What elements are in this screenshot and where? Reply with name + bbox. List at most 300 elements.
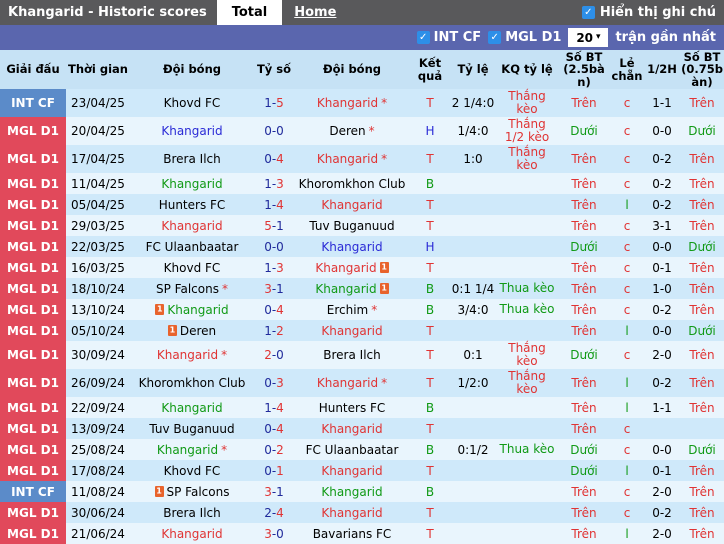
- match-score: [254, 418, 294, 439]
- half-time-score: 0-0: [644, 439, 680, 460]
- table-row: [0, 145, 724, 173]
- match-date: 26/09/24: [66, 369, 130, 397]
- handicap-result: Thắng kèo: [496, 369, 558, 397]
- home-team: [130, 236, 254, 257]
- half-time-score: 0-2: [644, 502, 680, 523]
- handicap-odds: 1/2:0: [450, 369, 496, 397]
- result-letter: T: [410, 460, 450, 481]
- match-date: 30/06/24: [66, 502, 130, 523]
- over-under-0-75: Trên: [680, 215, 724, 236]
- handicap-result: Thua kèo: [496, 278, 558, 299]
- result-letter: T: [410, 418, 450, 439]
- half-time-score: 0-2: [644, 173, 680, 194]
- handicap-odds: [450, 194, 496, 215]
- home-team: [130, 215, 254, 236]
- over-under-0-75: Trên: [680, 397, 724, 418]
- team-name: Brera Ilch: [163, 152, 221, 167]
- table-row: [0, 257, 724, 278]
- league-badge: MGL D1: [0, 117, 66, 145]
- match-date: 23/04/25: [66, 89, 130, 117]
- match-date: 25/08/24: [66, 439, 130, 460]
- away-team: [294, 299, 410, 320]
- match-score: [254, 89, 294, 117]
- result-letter: T: [410, 320, 450, 341]
- handicap-odds: [450, 173, 496, 194]
- team-name: Khangarid: [321, 421, 383, 436]
- score-dash: -: [271, 96, 277, 111]
- team-name: FC Ulaanbaatar: [145, 239, 239, 254]
- team-name: Khangarid: [321, 505, 383, 520]
- result-letter: B: [410, 439, 450, 460]
- half-time-score: 0-2: [644, 299, 680, 320]
- team-name: Hunters FC: [318, 400, 386, 415]
- half-time-score: 0-2: [644, 369, 680, 397]
- match-score: [254, 194, 294, 215]
- asterisk-marker: *: [371, 302, 378, 317]
- odd-even: l: [610, 523, 644, 544]
- handicap-result: Thua kèo: [496, 299, 558, 320]
- over-under-0-75: Dưới: [680, 117, 724, 145]
- result-letter: T: [410, 215, 450, 236]
- result-letter: T: [410, 369, 450, 397]
- result-letter: H: [410, 117, 450, 145]
- away-score: 4: [276, 421, 284, 436]
- mgl-d1-label: MGL D1: [505, 30, 562, 45]
- column-header: Tỷ số: [256, 62, 292, 77]
- mgl-d1-checkbox[interactable]: ✓: [488, 31, 501, 44]
- over-under-0-75: Trên: [680, 460, 724, 481]
- away-team: [294, 481, 410, 502]
- away-score: 0: [276, 526, 284, 541]
- over-under-2-5: Trên: [558, 194, 610, 215]
- away-score: 1: [276, 463, 284, 478]
- away-team: [294, 460, 410, 481]
- over-under-2-5: Trên: [558, 299, 610, 320]
- team-name: Khangarid: [156, 348, 219, 363]
- half-time-score: 0-2: [644, 145, 680, 173]
- score-dash: -: [271, 302, 277, 317]
- away-score: 4: [276, 152, 284, 167]
- filter-bar: [0, 25, 724, 50]
- table-row: [0, 236, 724, 257]
- column-header: Lẻ chẵn: [611, 56, 643, 83]
- over-under-0-75: Dưới: [680, 439, 724, 460]
- score-dash: -: [271, 260, 277, 275]
- home-team: [130, 523, 254, 544]
- team-name: Khangarid: [161, 400, 223, 415]
- away-team: [294, 278, 410, 299]
- league-badge: MGL D1: [0, 173, 66, 194]
- tab-total[interactable]: [217, 0, 283, 25]
- filter-mgl-d1: [488, 30, 561, 45]
- card-icon: [380, 262, 389, 273]
- result-letter: T: [410, 257, 450, 278]
- league-badge: MGL D1: [0, 278, 66, 299]
- odd-even: c: [610, 257, 644, 278]
- score-dash: -: [271, 281, 277, 296]
- away-score: 0: [276, 239, 284, 254]
- score-dash: -: [271, 152, 277, 167]
- away-team: [294, 523, 410, 544]
- home-team: [130, 299, 254, 320]
- away-team: [294, 215, 410, 236]
- odd-even: l: [610, 369, 644, 397]
- score-dash: -: [271, 376, 277, 391]
- over-under-2-5: Dưới: [558, 460, 610, 481]
- column-header: Số BT (2.5bàn): [563, 50, 605, 89]
- team-name: SP Falcons: [156, 281, 219, 296]
- home-score: 0: [264, 302, 272, 317]
- half-time-score: 0-0: [644, 236, 680, 257]
- table-row: [0, 439, 724, 460]
- over-under-2-5: Dưới: [558, 439, 610, 460]
- score-dash: -: [271, 400, 277, 415]
- result-letter: B: [410, 173, 450, 194]
- handicap-odds: [450, 418, 496, 439]
- handicap-result: Thắng kèo: [496, 89, 558, 117]
- over-under-2-5: Trên: [558, 173, 610, 194]
- handicap-result: [496, 460, 558, 481]
- match-score: [254, 299, 294, 320]
- half-time-score: 2-0: [644, 481, 680, 502]
- league-badge: MGL D1: [0, 369, 66, 397]
- over-under-2-5: Trên: [558, 369, 610, 397]
- away-score: 2: [276, 442, 284, 457]
- away-team: [294, 341, 410, 369]
- half-time-score: 1-0: [644, 278, 680, 299]
- team-name: Khovd FC: [163, 463, 221, 478]
- home-score: 1: [264, 176, 272, 191]
- home-team: [130, 460, 254, 481]
- team-name: Khangarid: [161, 218, 223, 233]
- over-under-2-5: Trên: [558, 418, 610, 439]
- table-row: [0, 278, 724, 299]
- show-notes-label: Hiển thị ghi chú: [599, 5, 716, 20]
- odd-even: l: [610, 397, 644, 418]
- over-under-0-75: Trên: [680, 481, 724, 502]
- over-under-2-5: Trên: [558, 523, 610, 544]
- match-count-value: 20: [576, 30, 594, 45]
- away-score: 0: [276, 124, 284, 139]
- away-score: 4: [276, 400, 284, 415]
- league-badge: MGL D1: [0, 145, 66, 173]
- team-name: Brera Ilch: [163, 505, 221, 520]
- team-name: Khangarid: [321, 323, 383, 338]
- team-name: Khangarid: [316, 96, 379, 111]
- asterisk-marker: *: [381, 152, 388, 167]
- handicap-result: Thắng kèo: [496, 145, 558, 173]
- team-name: Tuv Buganuud: [309, 218, 395, 233]
- match-count-select[interactable]: [568, 28, 608, 47]
- odd-even: c: [610, 481, 644, 502]
- match-score: [254, 502, 294, 523]
- league-badge: MGL D1: [0, 194, 66, 215]
- home-team: [130, 145, 254, 173]
- match-score: [254, 215, 294, 236]
- match-date: 30/09/24: [66, 341, 130, 369]
- handicap-result: [496, 215, 558, 236]
- home-score: 3: [264, 526, 272, 541]
- over-under-2-5: Dưới: [558, 341, 610, 369]
- away-score: 1: [276, 281, 284, 296]
- match-score: [254, 523, 294, 544]
- away-team: [294, 173, 410, 194]
- over-under-0-75: Trên: [680, 341, 724, 369]
- away-score: 1: [276, 218, 284, 233]
- home-team: [130, 278, 254, 299]
- odd-even: c: [610, 117, 644, 145]
- match-date: 11/04/25: [66, 173, 130, 194]
- over-under-0-75: Trên: [680, 502, 724, 523]
- away-score: 3: [276, 376, 284, 391]
- team-name: Khangarid: [161, 124, 223, 139]
- table-header-row: [0, 50, 724, 89]
- chevron-down-icon: ▾: [596, 32, 601, 42]
- team-name: Khangarid: [321, 484, 383, 499]
- match-date: 05/10/24: [66, 320, 130, 341]
- match-date: 11/08/24: [66, 481, 130, 502]
- league-badge: MGL D1: [0, 460, 66, 481]
- over-under-2-5: Trên: [558, 502, 610, 523]
- odd-even: c: [610, 418, 644, 439]
- handicap-odds: 2 1/4:0: [450, 89, 496, 117]
- team-name: Khoromkhon Club: [138, 376, 246, 391]
- away-score: 3: [276, 260, 284, 275]
- odd-even: c: [610, 215, 644, 236]
- match-date: 20/04/25: [66, 117, 130, 145]
- title-bar: [0, 0, 724, 25]
- over-under-0-75: Trên: [680, 299, 724, 320]
- over-under-0-75: Dưới: [680, 320, 724, 341]
- match-score: [254, 481, 294, 502]
- handicap-odds: 0:1: [450, 341, 496, 369]
- match-score: [254, 397, 294, 418]
- column-header: Đội bóng: [162, 62, 222, 77]
- half-time-score: 2-0: [644, 341, 680, 369]
- match-score: [254, 278, 294, 299]
- league-badge: MGL D1: [0, 215, 66, 236]
- table-row: [0, 117, 724, 145]
- asterisk-marker: *: [221, 348, 228, 363]
- asterisk-marker: *: [221, 442, 228, 457]
- table-row: [0, 89, 724, 117]
- handicap-odds: [450, 257, 496, 278]
- team-name: SP Falcons: [166, 484, 230, 499]
- team-name: Khangarid: [156, 442, 219, 457]
- handicap-result: [496, 481, 558, 502]
- over-under-2-5: Dưới: [558, 236, 610, 257]
- odd-even: c: [610, 439, 644, 460]
- odd-even: c: [610, 236, 644, 257]
- match-score: [254, 460, 294, 481]
- match-date: 17/04/25: [66, 145, 130, 173]
- team-name: Khangarid: [315, 260, 377, 275]
- home-score: 3: [264, 281, 272, 296]
- odd-even: c: [610, 502, 644, 523]
- away-score: 4: [276, 197, 284, 212]
- away-score: 4: [276, 302, 284, 317]
- half-time-score: 1-1: [644, 89, 680, 117]
- table-row: [0, 194, 724, 215]
- home-team: [130, 89, 254, 117]
- home-score: 2: [264, 348, 272, 363]
- result-letter: T: [410, 194, 450, 215]
- recent-matches-label: trận gần nhất: [615, 30, 716, 45]
- handicap-result: [496, 397, 558, 418]
- half-time-score: 1-1: [644, 397, 680, 418]
- odd-even: c: [610, 89, 644, 117]
- half-time-score: 0-1: [644, 460, 680, 481]
- team-name: Erchim: [326, 302, 369, 317]
- home-team: [130, 502, 254, 523]
- away-score: 4: [276, 505, 284, 520]
- team-name: Khangarid: [315, 281, 377, 296]
- table-row: [0, 341, 724, 369]
- handicap-odds: [450, 397, 496, 418]
- score-dash: -: [271, 323, 277, 338]
- over-under-0-75: Trên: [680, 194, 724, 215]
- over-under-0-75: Trên: [680, 145, 724, 173]
- home-team: [130, 369, 254, 397]
- home-score: 0: [264, 376, 272, 391]
- over-under-2-5: Trên: [558, 278, 610, 299]
- score-dash: -: [271, 463, 277, 478]
- away-team: [294, 418, 410, 439]
- column-header: KQ tỷ lệ: [501, 62, 553, 77]
- table-row: [0, 481, 724, 502]
- home-team: [130, 320, 254, 341]
- matches-table: [0, 50, 724, 544]
- handicap-result: [496, 320, 558, 341]
- over-under-0-75: [680, 418, 724, 439]
- league-badge: MGL D1: [0, 236, 66, 257]
- team-name: Tuv Buganuud: [149, 421, 235, 436]
- league-badge: MGL D1: [0, 341, 66, 369]
- over-under-2-5: Trên: [558, 257, 610, 278]
- match-score: [254, 369, 294, 397]
- show-notes-toggle: [582, 0, 724, 25]
- over-under-2-5: Trên: [558, 481, 610, 502]
- score-dash: -: [271, 526, 277, 541]
- table-row: [0, 418, 724, 439]
- league-badge: MGL D1: [0, 418, 66, 439]
- home-team: [130, 194, 254, 215]
- table-row: [0, 173, 724, 194]
- away-score: 2: [276, 323, 284, 338]
- score-dash: -: [271, 218, 277, 233]
- int-cf-checkbox[interactable]: ✓: [417, 31, 430, 44]
- away-team: [294, 145, 410, 173]
- away-team: [294, 89, 410, 117]
- away-team: [294, 236, 410, 257]
- handicap-result: [496, 236, 558, 257]
- home-score: 0: [264, 124, 272, 139]
- odd-even: l: [610, 460, 644, 481]
- match-date: 13/09/24: [66, 418, 130, 439]
- team-name: Khangarid: [161, 176, 223, 191]
- show-notes-checkbox[interactable]: ✓: [582, 6, 595, 19]
- handicap-result: [496, 502, 558, 523]
- league-badge: MGL D1: [0, 523, 66, 544]
- tab-total-label: Total: [231, 5, 268, 20]
- asterisk-marker: *: [381, 96, 388, 111]
- handicap-odds: [450, 236, 496, 257]
- score-dash: -: [271, 197, 277, 212]
- filter-int-cf: [417, 30, 482, 45]
- half-time-score: 0-2: [644, 194, 680, 215]
- league-badge: INT CF: [0, 481, 66, 502]
- away-team: [294, 117, 410, 145]
- match-score: [254, 236, 294, 257]
- half-time-score: 3-1: [644, 215, 680, 236]
- card-icon: [380, 283, 389, 294]
- table-row: [0, 215, 724, 236]
- table-body: [0, 89, 724, 544]
- odd-even: c: [610, 278, 644, 299]
- away-team: [294, 257, 410, 278]
- team-name: Khangarid: [321, 239, 383, 254]
- match-date: 18/10/24: [66, 278, 130, 299]
- league-badge: MGL D1: [0, 320, 66, 341]
- handicap-result: [496, 257, 558, 278]
- score-dash: -: [271, 421, 277, 436]
- tab-home-label: Home: [294, 5, 337, 20]
- result-letter: T: [410, 145, 450, 173]
- score-dash: -: [271, 505, 277, 520]
- team-name: Khangarid: [167, 302, 229, 317]
- league-badge: MGL D1: [0, 397, 66, 418]
- column-header: Thời gian: [68, 62, 128, 77]
- handicap-result: [496, 418, 558, 439]
- half-time-score: 2-0: [644, 523, 680, 544]
- table-row: [0, 523, 724, 544]
- topbar-spacer: [348, 0, 581, 25]
- away-score: 3: [276, 176, 284, 191]
- away-score: 0: [276, 348, 284, 363]
- home-score: 1: [264, 400, 272, 415]
- match-date: 29/03/25: [66, 215, 130, 236]
- over-under-0-75: Trên: [680, 523, 724, 544]
- home-score: 5: [264, 218, 272, 233]
- team-name: Khoromkhon Club: [298, 176, 406, 191]
- handicap-odds: [450, 320, 496, 341]
- match-score: [254, 341, 294, 369]
- card-icon: [155, 486, 164, 497]
- home-score: 1: [264, 197, 272, 212]
- home-score: 1: [264, 323, 272, 338]
- over-under-0-75: Dưới: [680, 236, 724, 257]
- table-row: [0, 502, 724, 523]
- result-letter: B: [410, 299, 450, 320]
- asterisk-marker: *: [368, 124, 375, 139]
- team-name: Khangarid: [321, 463, 383, 478]
- asterisk-marker: *: [381, 376, 388, 391]
- page-title: Khangarid - Historic scores: [8, 5, 207, 20]
- league-badge: INT CF: [0, 89, 66, 117]
- result-letter: T: [410, 523, 450, 544]
- handicap-odds: 0:1 1/4: [450, 278, 496, 299]
- table-row: [0, 320, 724, 341]
- odd-even: c: [610, 341, 644, 369]
- over-under-0-75: Trên: [680, 369, 724, 397]
- handicap-odds: [450, 523, 496, 544]
- score-dash: -: [271, 176, 277, 191]
- team-name: Khovd FC: [163, 260, 221, 275]
- odd-even: l: [610, 320, 644, 341]
- match-date: 05/04/25: [66, 194, 130, 215]
- tab-home[interactable]: [282, 0, 348, 25]
- team-name: Khangarid: [321, 197, 383, 212]
